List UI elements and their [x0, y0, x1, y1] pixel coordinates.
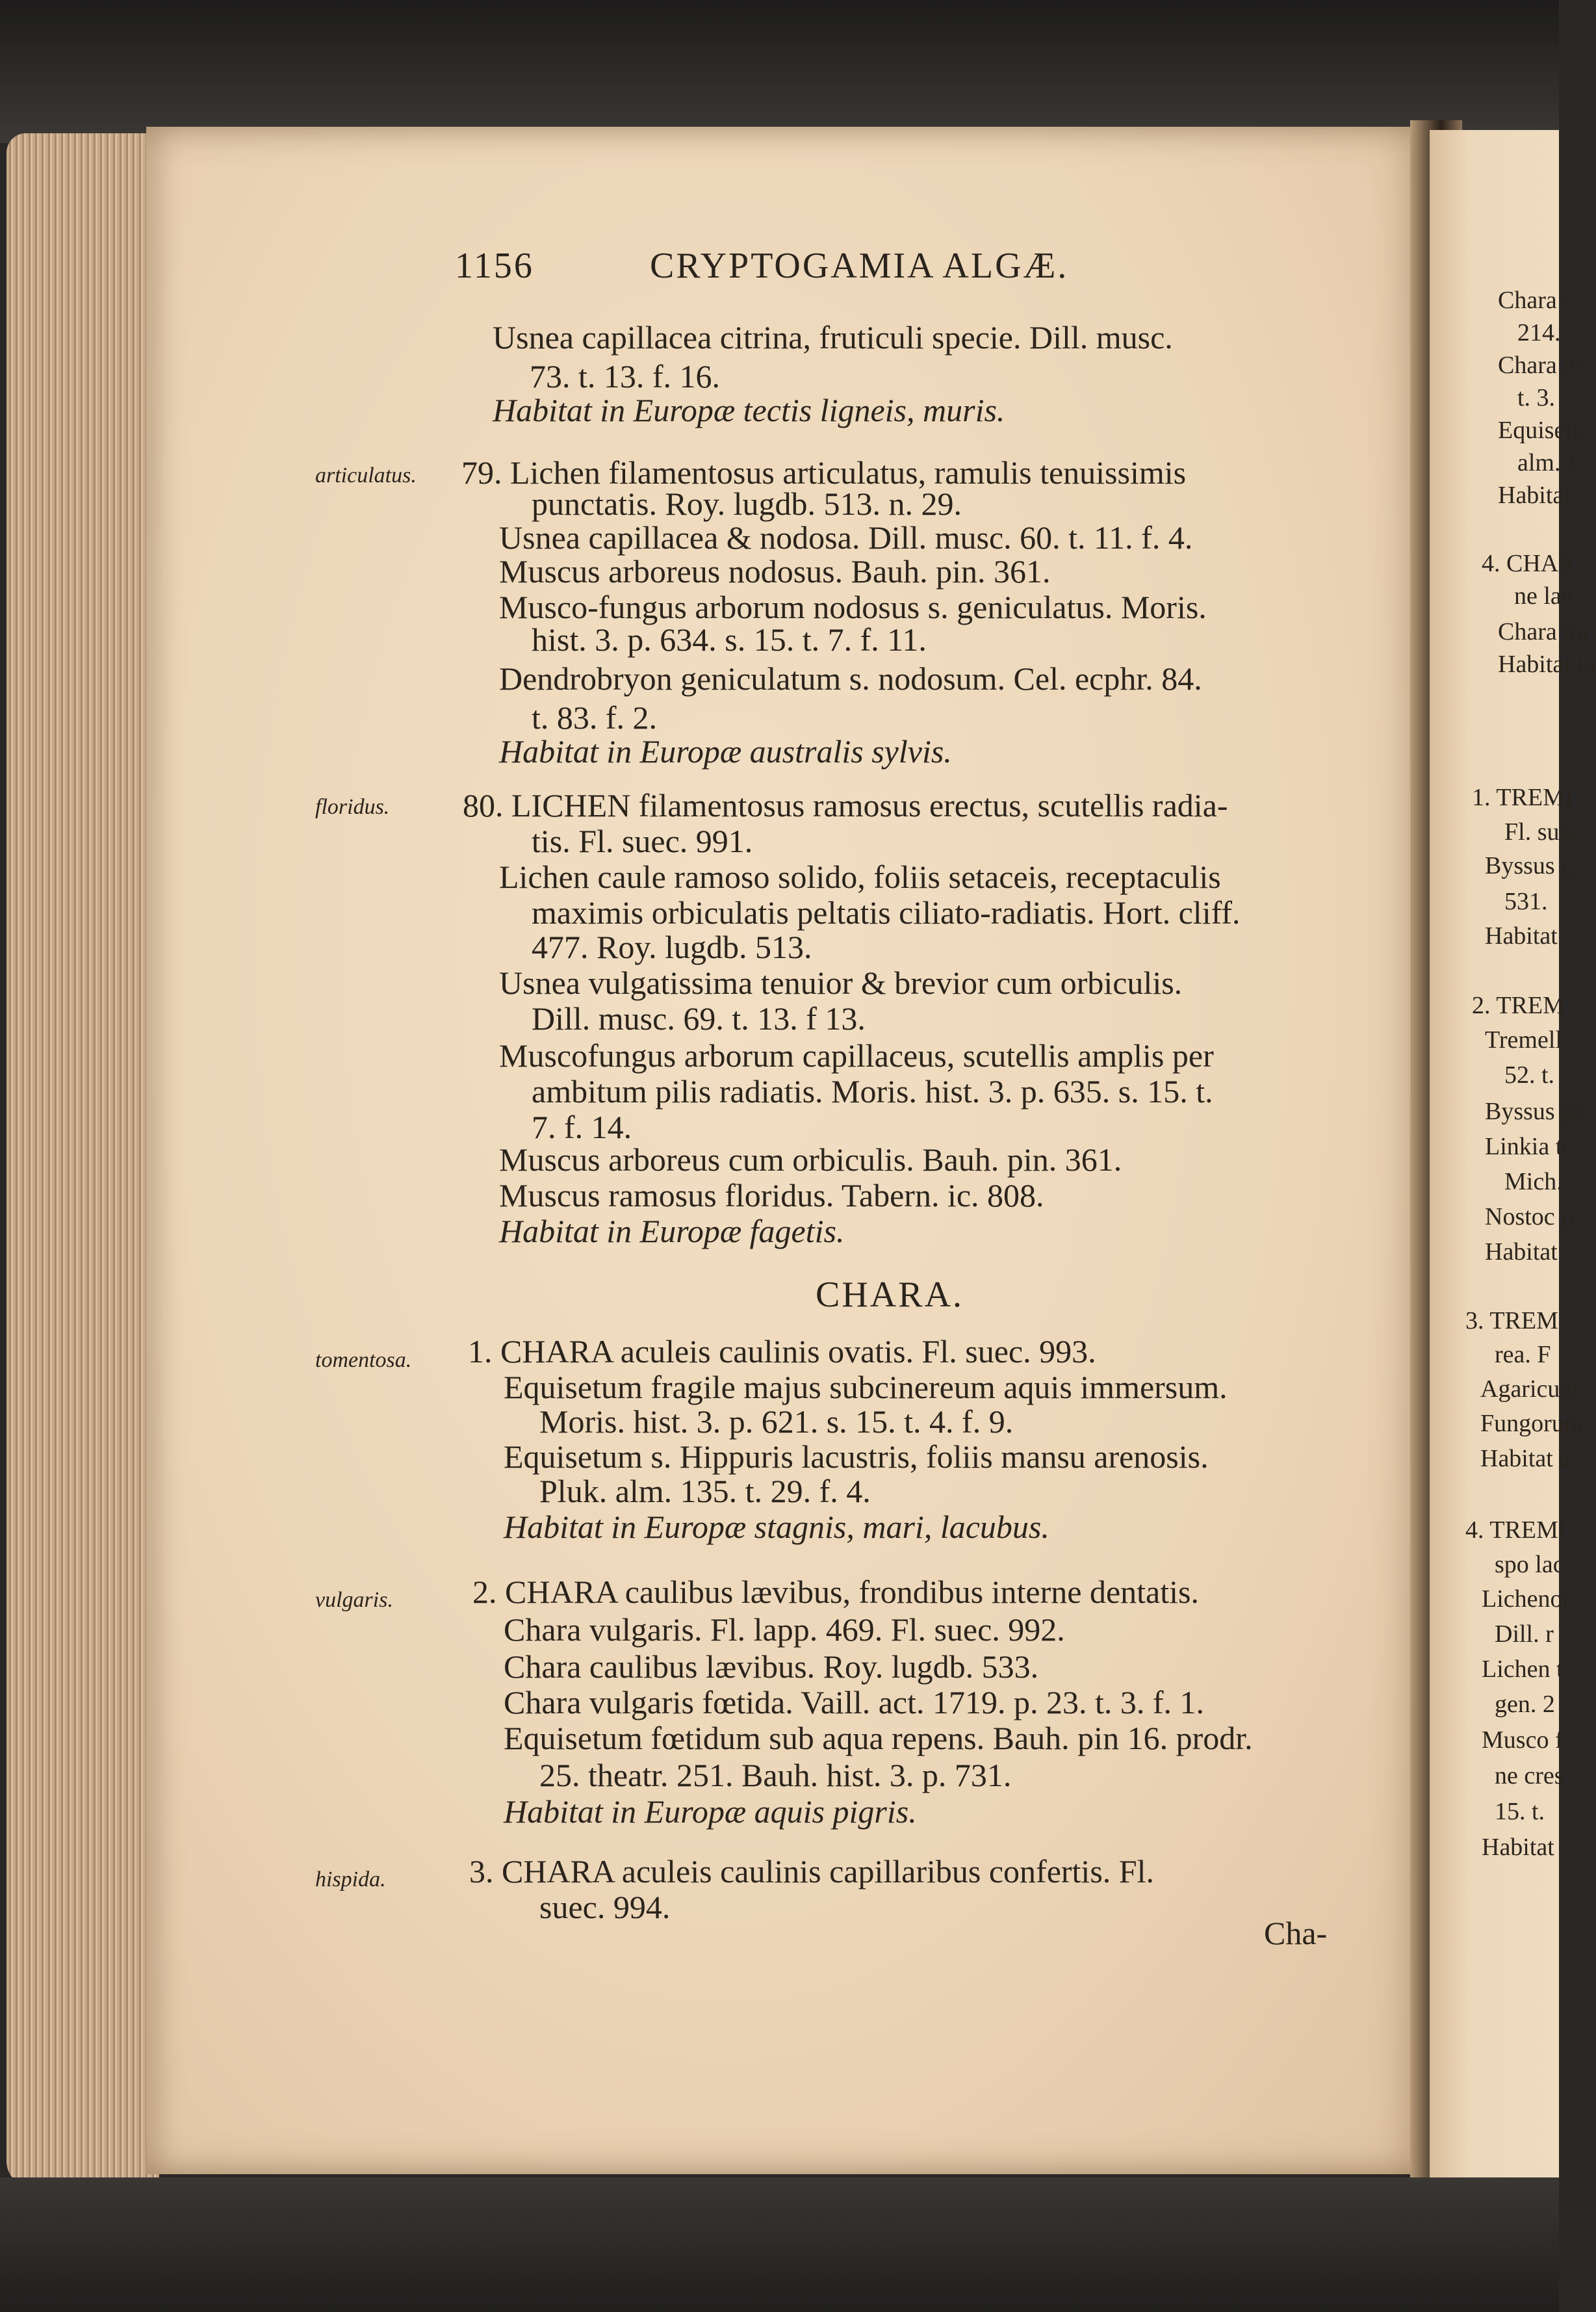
background-bottom	[0, 2177, 1559, 2312]
margin-label-articulatus: articulatus.	[315, 463, 417, 487]
right-page-line: 4. TREMI	[1465, 1516, 1567, 1544]
text-line: 73. t. 13. f. 16.	[530, 358, 721, 395]
catchword: Cha-	[1264, 1915, 1328, 1951]
running-title: CRYPTOGAMIA ALGÆ.	[650, 246, 1069, 286]
text-line: 1. CHARA aculeis caulinis ovatis. Fl. suec. 993.	[468, 1333, 1096, 1370]
margin-label-hispida: hispida.	[315, 1867, 386, 1891]
text-line: Equisetum fragile majus subcinereum aquis immersum.	[504, 1369, 1228, 1405]
text-line: maximis orbiculatis peltatis ciliato-radiatis. Hort. cliff.	[532, 894, 1241, 931]
text-line: 7. f. 14.	[532, 1109, 632, 1145]
text-line: Muscus arboreus cum orbiculis. Bauh. pin. 361.	[499, 1141, 1122, 1178]
text-line: Usnea capillacea & nodosa. Dill. musc. 60. t. 11. f. 4.	[499, 519, 1193, 556]
text-line: 25. theatr. 251. Bauh. hist. 3. p. 731.	[539, 1757, 1012, 1793]
right-page-line: Habitat	[1485, 1238, 1558, 1266]
right-page-line: 531.	[1504, 888, 1548, 915]
text-line: Equisetum s. Hippuris lacustris, foliis mansu arenosis.	[504, 1438, 1209, 1475]
right-page-line: Dill. r	[1495, 1620, 1554, 1648]
right-page-line: Equisetu	[1498, 417, 1584, 444]
right-page-line: 52. t.	[1504, 1061, 1555, 1089]
page-edges	[6, 133, 159, 2187]
text-line: Musco-fungus arborum nodosus s. geniculatus. Moris.	[499, 589, 1207, 625]
text-line: Usnea capillacea citrina, fruticuli specie. Dill. musc.	[493, 319, 1173, 356]
text-line: Lichen caule ramoso solido, foliis setaceis, receptaculis	[499, 859, 1221, 895]
right-page-line: Habitat in	[1498, 651, 1596, 678]
text-line: tis. Fl. suec. 991.	[532, 823, 753, 859]
right-page-line: Chara m	[1498, 352, 1582, 379]
right-page-line: 214.	[1517, 319, 1561, 346]
right-page-line: Chara tra	[1498, 618, 1590, 645]
background-top	[0, 0, 1559, 143]
right-page-line: Tremell	[1485, 1026, 1562, 1054]
right-page-line: 4. CHAR	[1482, 550, 1575, 577]
right-page-line: 3. TREM	[1465, 1307, 1558, 1334]
text-line: Muscofungus arborum capillaceus, scutellis amplis per	[499, 1037, 1214, 1074]
right-page-line: Habitat a	[1480, 1445, 1571, 1472]
text-line: Dill. musc. 69. t. 13. f 13.	[532, 1000, 866, 1037]
right-page-line: Habitat	[1498, 482, 1571, 509]
margin-label-floridus: floridus.	[315, 795, 390, 819]
right-page-line: spo lac	[1495, 1551, 1564, 1578]
right-page-line: Nostoc p	[1485, 1203, 1574, 1230]
right-page-line: Lichen t	[1482, 1656, 1564, 1683]
right-page-line: 15. t.	[1495, 1798, 1545, 1825]
right-page-line: Habitat	[1482, 1834, 1554, 1861]
right-page-line: Byssus g	[1485, 852, 1574, 879]
text-line: ambitum pilis radiatis. Moris. hist. 3. p. 635. s. 15. t.	[532, 1073, 1213, 1110]
right-page-line: Mich.	[1504, 1168, 1563, 1195]
text-line: Chara vulgaris. Fl. lapp. 469. Fl. suec. 992.	[504, 1611, 1065, 1648]
text-line: Pluk. alm. 135. t. 29. f. 4.	[539, 1473, 871, 1509]
text-line: punctatis. Roy. lugdb. 513. n. 29.	[532, 486, 962, 522]
text-line: Habitat in Europæ fagetis.	[499, 1213, 845, 1249]
text-line: 3. CHARA aculeis caulinis capillaribus confertis. Fl.	[469, 1853, 1154, 1890]
right-page-line: ne cres	[1495, 1762, 1564, 1789]
section-heading-chara: CHARA.	[816, 1275, 964, 1315]
right-page-line: Byssus ge	[1485, 1098, 1585, 1125]
right-page-line: Lichenoi	[1482, 1585, 1570, 1613]
right-page-line: rea. F	[1495, 1341, 1551, 1368]
text-line: suec. 994.	[539, 1889, 671, 1925]
right-page-line: 2. TREM	[1472, 992, 1565, 1019]
text-line: Equisetum fœtidum sub aqua repens. Bauh. pin 16. prodr.	[504, 1720, 1253, 1756]
right-page-line: Agaricum	[1480, 1375, 1579, 1403]
text-line: Moris. hist. 3. p. 621. s. 15. t. 4. f. 9.	[539, 1403, 1014, 1440]
right-page-line: Habitat	[1485, 922, 1558, 950]
text-line: Chara caulibus lævibus. Roy. lugdb. 533.	[504, 1648, 1039, 1685]
text-line: Dendrobryon geniculatum s. nodosum. Cel. ecphr. 84.	[499, 660, 1202, 697]
text-line: 80. LICHEN filamentosus ramosus erectus, scutellis radia-	[463, 787, 1228, 824]
right-page-line: 1. TREMI	[1472, 784, 1573, 811]
text-line: Habitat in Europæ australis sylvis.	[499, 733, 952, 770]
margin-label-vulgaris: vulgaris.	[315, 1588, 393, 1612]
text-line: Habitat in Europæ aquis pigris.	[504, 1793, 917, 1830]
text-line: Chara vulgaris fœtida. Vaill. act. 1719. p. 23. t. 3. f. 1.	[504, 1684, 1205, 1721]
right-page-line: alm. 1	[1517, 449, 1579, 476]
right-page-line: Fungorum	[1480, 1410, 1584, 1437]
right-page	[1430, 130, 1596, 2177]
page-number: 1156	[455, 246, 534, 286]
right-page-line: Chara c	[1498, 287, 1575, 314]
text-line: 2. CHARA caulibus lævibus, frondibus interne dentatis.	[472, 1574, 1199, 1610]
right-page-line: Linkia te	[1485, 1133, 1574, 1160]
text-line: 79. Lichen filamentosus articulatus, ramulis tenuissimis	[461, 454, 1187, 491]
right-page-line: t. 3.	[1517, 384, 1556, 411]
right-page-line: Fl. suec	[1504, 818, 1582, 846]
text-line: Usnea vulgatissima tenuior & brevior cum orbiculis.	[499, 965, 1183, 1001]
text-line: 477. Roy. lugdb. 513.	[532, 929, 812, 965]
text-line: Habitat in Europæ tectis ligneis, muris.	[493, 392, 1005, 428]
text-line: Habitat in Europæ stagnis, mari, lacubus.	[504, 1509, 1049, 1545]
margin-label-tomentosa: tomentosa.	[315, 1348, 412, 1372]
text-line: Muscus ramosus floridus. Tabern. ic. 808.	[499, 1177, 1044, 1214]
text-line: t. 83. f. 2.	[532, 699, 658, 736]
right-page-line: gen. 2	[1495, 1691, 1555, 1718]
right-page-line: Musco f	[1482, 1726, 1564, 1754]
text-line: Muscus arboreus nodosus. Bauh. pin. 361.	[499, 553, 1051, 590]
text-line: hist. 3. p. 634. s. 15. t. 7. f. 11.	[532, 621, 927, 658]
right-page-line: ne lan	[1514, 582, 1574, 610]
